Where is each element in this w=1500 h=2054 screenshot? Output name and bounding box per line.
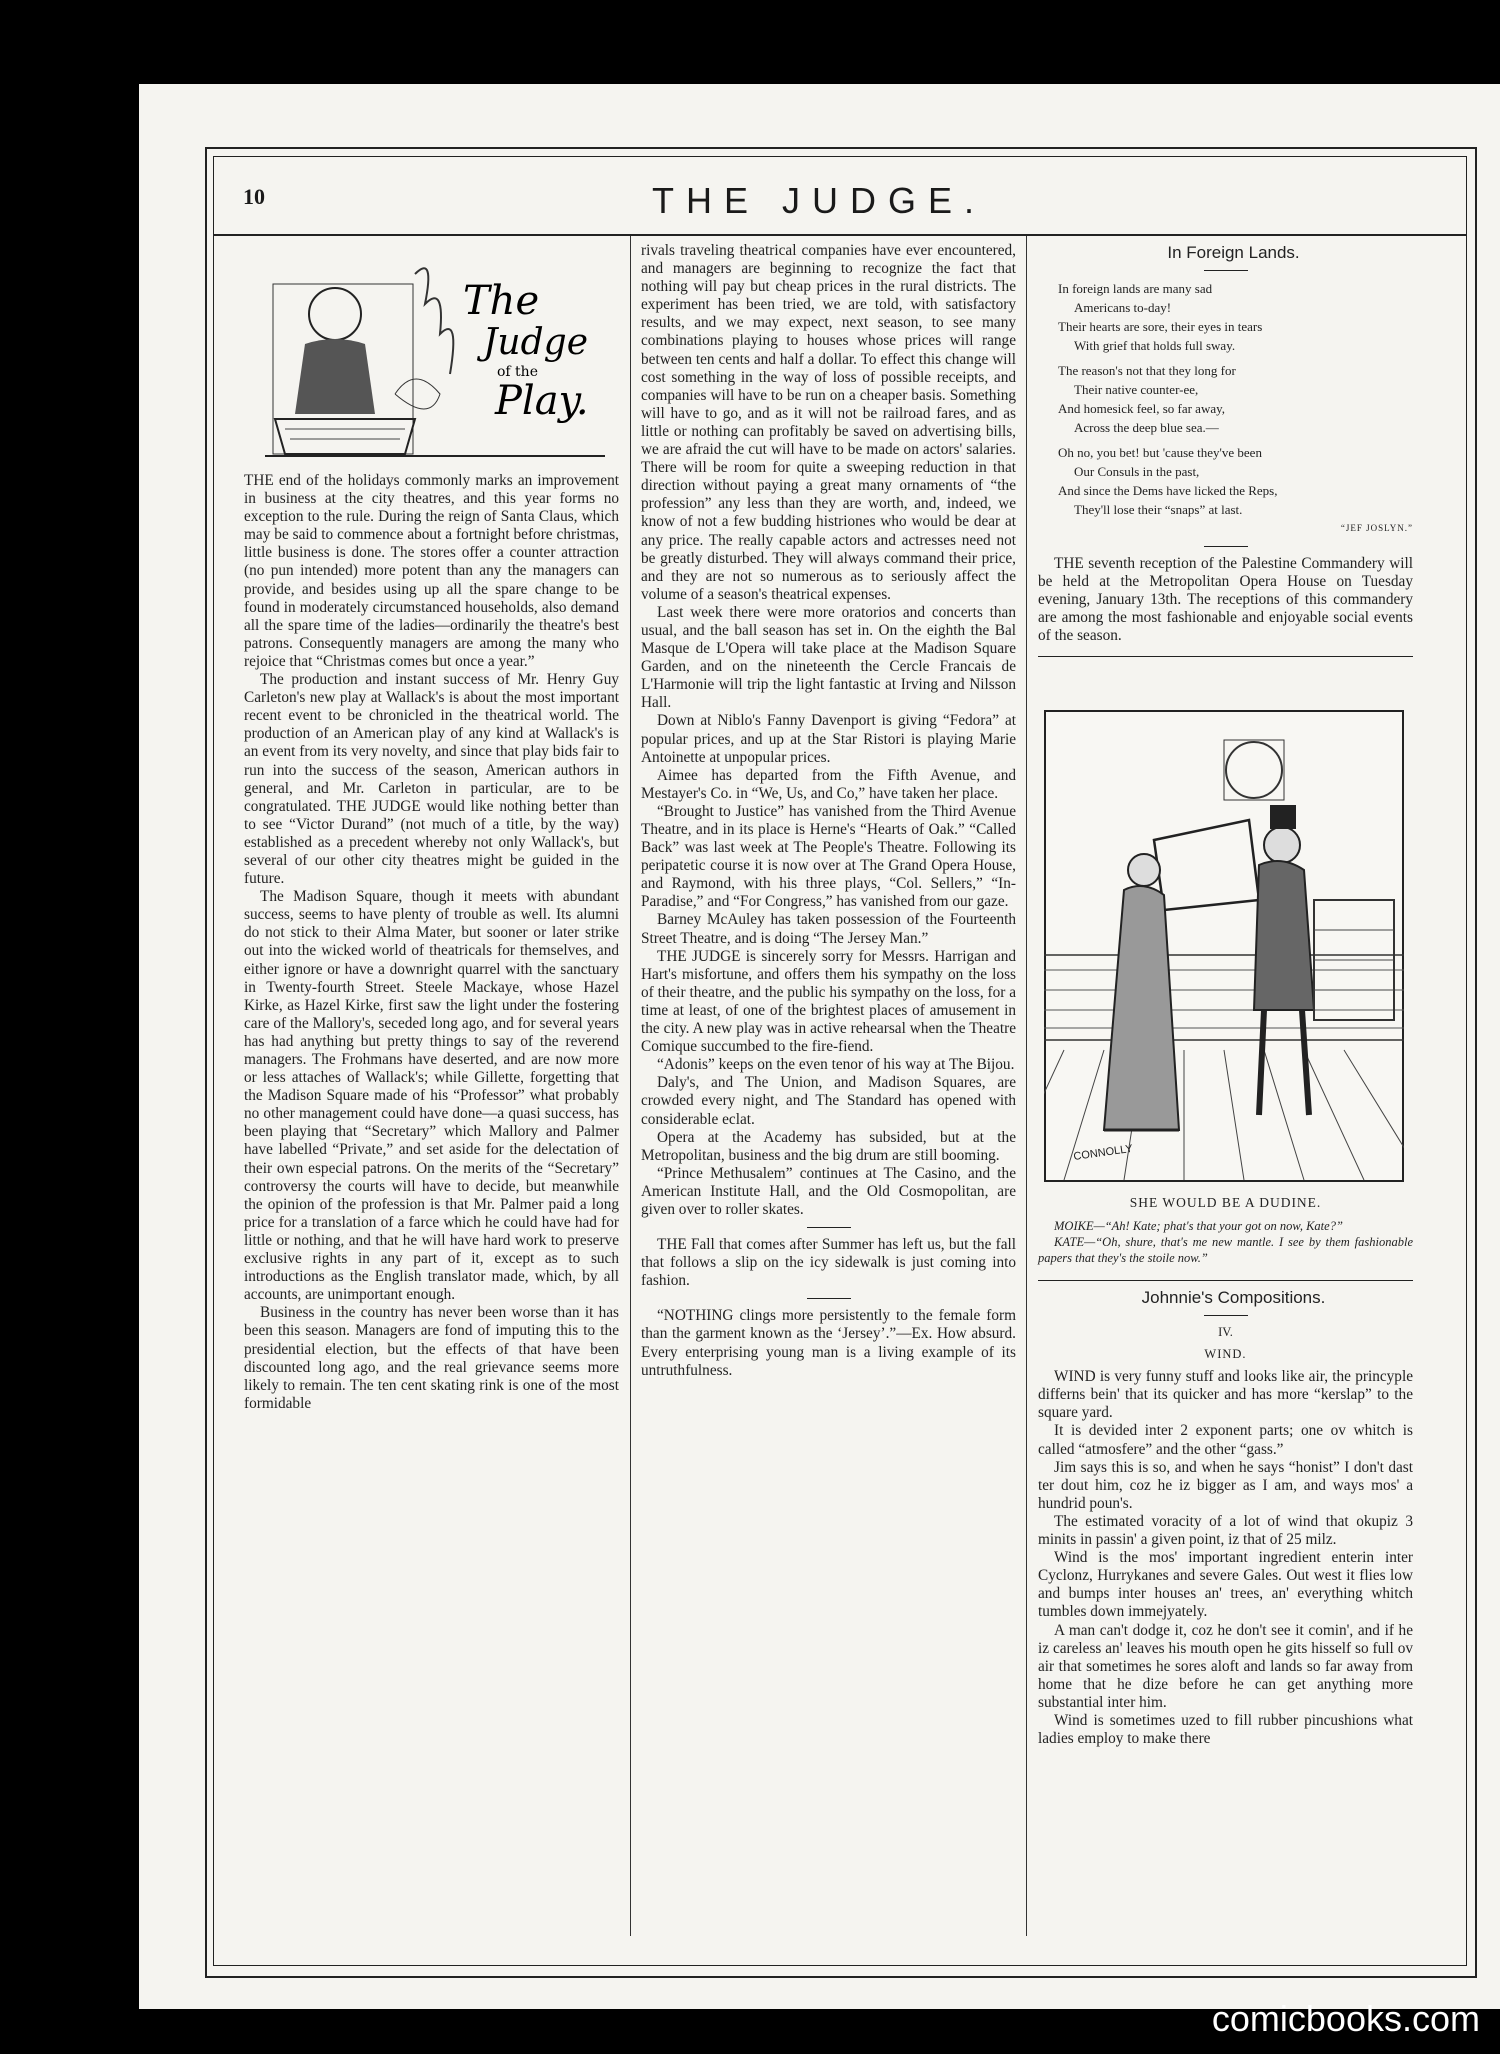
cartoon-caption-moike: MOIKE—“Ah! Kate; phat's that your got on now, Kate?” xyxy=(1054,1219,1343,1234)
poem-line: Their native counter-ee, xyxy=(1074,382,1199,398)
section-rule xyxy=(1038,1280,1413,1281)
paragraph: It is devided inter 2 exponent parts; one ov whitch is called “atmosfere” and the other “gass.” xyxy=(1038,1422,1413,1458)
paragraph: “Adonis” keeps on the even tenor of his way at The Bijou. xyxy=(657,1056,1015,1074)
paragraph: Opera at the Academy has subsided, but at the Metropolitan, business and the big drum are still booming. xyxy=(641,1128,1016,1164)
cartoon-art xyxy=(1044,710,1404,1182)
paragraph: Wind is the mos' important ingredient enterin inter Cyclonz, Hurrykanes and severe Gales. Out west it flies low and bumps inter houses an' trees, an' everything whitch tumbles down immejyately. xyxy=(1038,1549,1413,1621)
poem-line: In foreign lands are many sad xyxy=(1058,281,1213,297)
heading-art-of-the: of the xyxy=(497,364,538,380)
masthead-title: THE JUDGE. xyxy=(651,180,986,221)
magazine-page xyxy=(139,84,1500,2009)
page-number: 10 xyxy=(243,184,265,209)
section-rule xyxy=(807,1227,851,1228)
poem-line: Across the deep blue sea.— xyxy=(1074,420,1219,436)
paragraph: THE JUDGE is sincerely sorry for Messrs. Harrigan and Hart's misfortune, and offers them his sympathy on the loss of their theatre, and the public his sympathy on the loss, for a time at least, of one of the brightest places of amusement in the city. A new play was in active rehearsal when the Theatre Comique succumbed to the fire-fiend. xyxy=(641,947,1016,1056)
cartoon-title: SHE WOULD BE A DUDINE. xyxy=(1129,1195,1322,1210)
paragraph: A man can't dodge it, coz he don't see it comin', and if he iz careless an' leaves his mouth open he gits hisself so full ov air that sometimes he sores aloft and lands so far away from home that he dize before he can get anything more substantial inter him. xyxy=(1038,1621,1413,1711)
johnnie-number: IV. xyxy=(1218,1325,1233,1340)
section-rule xyxy=(1204,1315,1248,1316)
paragraph: Barney McAuley has taken possession of the Fourteenth Street Theatre, and is doing “The Jersey Man.” xyxy=(641,911,1016,947)
column-3-lower-text xyxy=(1038,1194,1413,1748)
poem-line: With grief that holds full sway. xyxy=(1074,338,1236,354)
poem-line: They'll lose their “snaps” at last. xyxy=(1074,502,1243,518)
section-rule xyxy=(1204,270,1248,271)
johnnie-subtitle: WIND. xyxy=(1204,1347,1247,1362)
judge-illustration-art xyxy=(265,244,605,459)
poem-credit: “JEF JOSLYN.” xyxy=(1340,523,1413,534)
paragraph: Wind is sometimes uzed to fill rubber pincushions what ladies employ to make there xyxy=(1038,1711,1413,1748)
paragraph: Down at Niblo's Fanny Davenport is giving “Fedora” at popular prices, and up at the Star Ristori is playing Marie Antoinette at unpopular prices. xyxy=(641,712,1016,766)
column-divider-1 xyxy=(630,236,631,1936)
cartoon-caption-kate: KATE—“Oh, shure, that's me new mantle. I see by them fashionable papers that they's the stoile now.” xyxy=(1038,1235,1413,1266)
paragraph: The Madison Square, though it meets with abundant success, seems to have plenty of trouble as well. Its alumni do not stick to their Alma Mater, but sooner or later strike out into the wicked world of theatricals for themselves, and either ignore or have a downright quarrel with the sanctuary in Twenty-fourth Street. Steele Mackaye, whose Hazel Kirke, as Hazel Kirke, first saw the light under the fostering care of the Mallory's, seceded long ago, and for several years has had anything but pretty things to say of the reverend managers. The Frohmans have deserted, and are now more or less attaches of Wallack's; while Gillette, forgetting that the Madison Square made of his “Professor” what probably no other management could have done—a quasi success, has been playing that “Secretary” which Mallory and Palmer have labelled “Private,” and set aside for the delectation of their own especial patrons. On the merits of the “Secretary” controversy the courts will have to decide, but meanwhile the opinion of the profession is that Mr. Palmer paid a long price for a translation of a farce which he could have had for little or nothing, and that he will have hard work to preserve exclusive rights in any part of it, except as to such introductions as the English translator made, which, by all accounts, are unimportant enough. xyxy=(244,888,619,1304)
poem-title: In Foreign Lands. xyxy=(1167,243,1300,262)
poem-line: And since the Dems have licked the Reps, xyxy=(1058,483,1278,499)
paragraph: The estimated voracity of a lot of wind that okupiz 3 minits in passin' a given point, iz that of 25 milz. xyxy=(1038,1512,1413,1549)
section-rule xyxy=(1204,546,1248,547)
column-3-text xyxy=(1038,244,1413,665)
heading-art-the: The xyxy=(463,278,540,324)
cartoon-signature: CONNOLLY xyxy=(1072,1142,1134,1163)
dudine-cartoon xyxy=(1044,710,1404,1182)
paragraph: THE end of the holidays commonly marks an improvement in business at the city theatres, and this year forms no exception to the rule. During the reign of Santa Claus, which may be said to commence about a fortnight before christmas, little business is done. The stores offer a counter attraction (no pun intended) more potent than any the managers can provide, and besides using up all the spare change to be found in moderately circumstanced households, also demand all the spare time of the ladies—ordinarily the theatre's best patrons. Consequently managers are among the many who rejoice that “Christmas comes but once a year.” xyxy=(244,472,619,670)
johnnie-title: Johnnie's Compositions. xyxy=(1141,1288,1326,1308)
judge-of-the-play-illustration xyxy=(265,244,605,459)
column-2-text xyxy=(641,242,1016,1380)
poem-line: Their hearts are sore, their eyes in tears xyxy=(1058,319,1263,335)
heading-art-play: Play. xyxy=(495,378,589,424)
section-rule xyxy=(807,1298,851,1299)
paragraph: Last week there were more oratorios and concerts than usual, and the ball season has set in. On the eighth the Bal Masque de L'Opera will take place at the Madison Square Garden, and on the nineteenth the Cercle Francais de L'Harmonie will trip the light fantastic at Irving and Nilsson Hall. xyxy=(641,603,1016,712)
masthead-rule xyxy=(213,234,1467,236)
paragraph: Aimee has departed from the Fifth Avenue, and Mestayer's Co. in “We, Us, and Co,” have taken her place. xyxy=(641,766,1016,802)
paragraph: Daly's, and The Union, and Madison Squares, are crowded every night, and The Standard has opened with considerable eclat. xyxy=(641,1074,1016,1128)
poem-line: Our Consuls in the past, xyxy=(1074,464,1200,480)
fall-paragraph: THE Fall that comes after Summer has left us, but the fall that follows a slip on the icy sidewalk is just coming into fashion. xyxy=(641,1236,1016,1290)
column-divider-2 xyxy=(1026,236,1027,1936)
paragraph: Business in the country has never been worse than it has been this season. Managers are fond of imputing this to the presidential election, but the effects of that have been discounted long ago, and the real grievance seems more likely to remain. The ten cent skating rink is one of the most formidable xyxy=(244,1304,619,1412)
section-rule xyxy=(1038,656,1413,657)
paragraph: “Brought to Justice” has vanished from the Third Avenue Theatre, and in its place is Herne's “Hearts of Oak.” “Called Back” was last week at The People's Theatre. Following its peripatetic course it is now over at The Grand Opera House, and Raymond, with his three plays, “Col. Sellers,” “In-Paradise,” and “For Congress,” has vanished from our gaze. xyxy=(641,802,1016,911)
paragraph: The production and instant success of Mr. Henry Guy Carleton's new play at Wallack's is about the most important recent event to be chronicled in the theatrical world. The production of an American play of any kind at Wallack's is an event from its very novelty, and since that play bids fair to run into the success of the season, American authors in general, and Mr. Carleton in particular, are to be congratulated. THE JUDGE would like nothing better than to see “Victor Durand” (not much of a title, by the way) established as a precedent whereby not only Wallack's, but several of our other city theatres might be guided in the future. xyxy=(244,671,619,888)
paragraph: “Prince Methusalem” continues at The Casino, and the American Institute Hall, and the Old Cosmopolitan, are given over to roller skates. xyxy=(641,1164,1016,1218)
reception-paragraph: THE seventh reception of the Palestine Commandery will be held at the Metropolitan Opera House on Tuesday evening, January 13th. The receptions of this commandery are among the most fashionable and enjoyable social events of the season. xyxy=(1038,555,1413,645)
poem-line: Americans to-day! xyxy=(1074,300,1172,316)
heading-art-judge: Judge xyxy=(483,322,589,363)
poem-line: And homesick feel, so far away, xyxy=(1058,401,1226,417)
jersey-paragraph: “NOTHING clings more persistently to the female form than the garment known as the ‘Jersey’.”—Ex. How absurd. Every enterprising young man is a living example of its untruthfulness. xyxy=(641,1307,1016,1379)
site-watermark: comicbooks.com xyxy=(1211,1998,1480,2039)
paragraph: Jim says this is so, and when he says “honist” I don't dast ter dout him, coz he iz bigger as I am, and ways mos' a hundrid poun's. xyxy=(1038,1458,1413,1512)
paragraph: rivals traveling theatrical companies have ever encountered, and managers are beginning to recognize the fact that nothing will pay but cheap prices in the rural districts. The experiment has been tried, we are told, with satisfactory results, and we may expect, next season, to see many combinations playing to houses whose prices will range between ten cents and half a dollar. To effect this change will cost something in the way of loss of possible receipts, and companies will have to be run on a cheaper basis. Something will have to go, and as it will not be railroad fares, and as little or nothing can profitably be saved on advertising bills, we are afraid the cut will have to be made on actors' salaries. There will be room for quite a sweeping reduction in that direction without paying a great many ornaments of “the profession” any less than they are worth, and, indeed, we know of not a few budding histriones who would be dear at any price. The really capable actors and actresses need not be greatly disturbed. They will always command their price, and they are not so numerous as to seriously affect the volume of a season's theatrical expenses. xyxy=(641,242,1016,603)
paragraph: WIND is very funny stuff and looks like air, the princyple differns bein' that its quicker and has more “kerslap” to the square yard. xyxy=(1038,1368,1413,1422)
poem-line: Oh no, you bet! but 'cause they've been xyxy=(1058,445,1262,461)
column-1-text xyxy=(244,472,619,1413)
poem-line: The reason's not that they long for xyxy=(1058,363,1236,379)
poem xyxy=(1038,279,1413,538)
